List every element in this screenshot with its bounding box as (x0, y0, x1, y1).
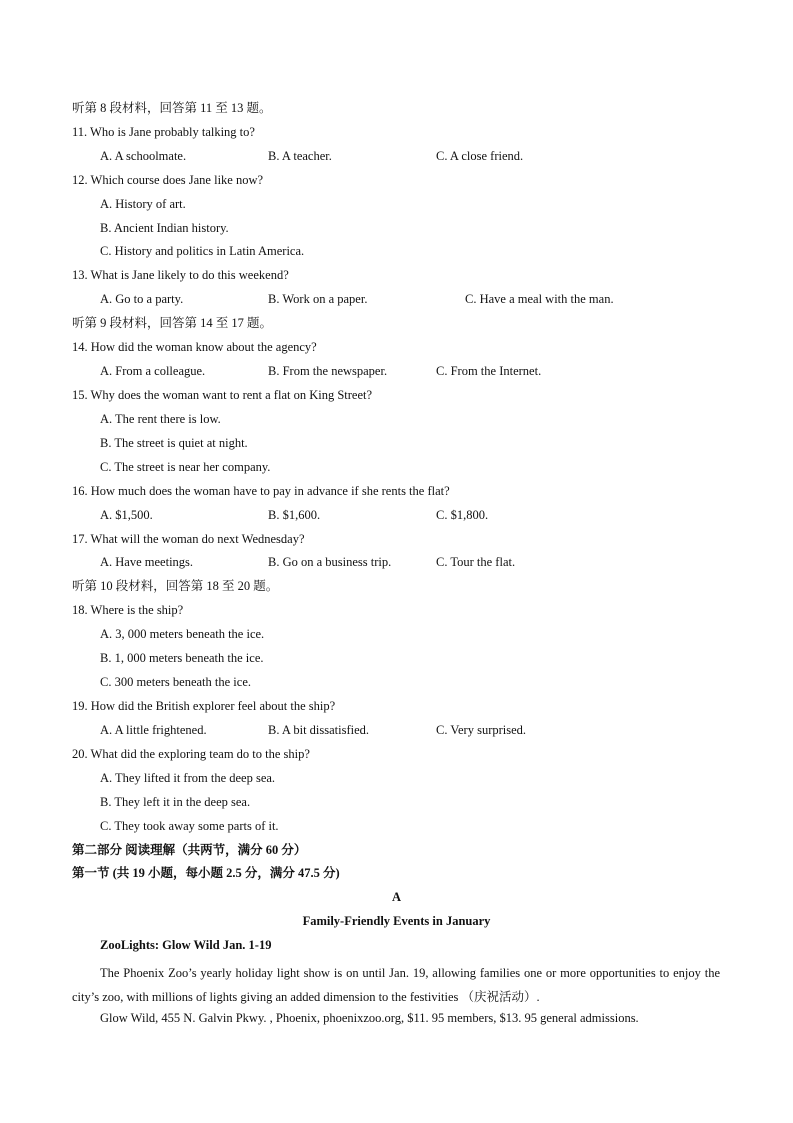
q13-option-b: B. Work on a paper. (268, 292, 368, 306)
passage-letter: A (391, 890, 402, 904)
event-title: ZooLights: Glow Wild Jan. 1-19 (100, 938, 272, 952)
section9-heading: 听第 9 段材料，回答第 14 至 17 题。 (72, 316, 273, 330)
q20-option-a: A. They lifted it from the deep sea. (100, 771, 276, 785)
event-description: The Phoenix Zoo’s yearly holiday light show is on until Jan. 19, allowing families one or more opportunities to enjoy the city’s zoo, with millions of lights giving an added dimension to the festivities （庆祝活动）. (72, 966, 720, 1004)
question-12: 12. Which course does Jane like now? (72, 173, 264, 187)
q11-option-a: A. A schoolmate. (100, 149, 187, 163)
q12-option-c: C. History and politics in Latin America. (100, 244, 305, 258)
q18-option-b: B. 1, 000 meters beneath the ice. (100, 651, 264, 665)
q11-option-b: B. A teacher. (268, 149, 332, 163)
q12-option-a: A. History of art. (100, 197, 186, 211)
q16-option-b: B. $1,600. (268, 508, 321, 522)
section8-heading: 听第 8 段材料，回答第 11 至 13 题。 (72, 101, 272, 115)
q20-option-b: B. They left it in the deep sea. (100, 795, 251, 809)
question-17: 17. What will the woman do next Wednesday? (72, 532, 305, 546)
q17-option-a: A. Have meetings. (100, 555, 194, 569)
q16-option-c: C. $1,800. (436, 508, 489, 522)
part2-title: 第二部分 阅读理解（共两节，满分 60 分） (72, 843, 307, 857)
question-20: 20. What did the exploring team do to the ship? (72, 747, 310, 761)
q17-option-b: B. Go on a business trip. (268, 555, 392, 569)
q15-option-c: C. The street is near her company. (100, 460, 271, 474)
q13-option-a: A. Go to a party. (100, 292, 184, 306)
q12-option-b: B. Ancient Indian history. (100, 221, 229, 235)
q20-option-c: C. They took away some parts of it. (100, 819, 279, 833)
q19-option-a: A. A little frightened. (100, 723, 207, 737)
q18-option-c: C. 300 meters beneath the ice. (100, 675, 251, 689)
section10-heading: 听第 10 段材料，回答第 18 至 20 题。 (72, 579, 279, 593)
q19-option-c: C. Very surprised. (436, 723, 527, 737)
question-15: 15. Why does the woman want to rent a flat on King Street? (72, 388, 373, 402)
question-13: 13. What is Jane likely to do this weekend? (72, 268, 289, 282)
question-14: 14. How did the woman know about the agency? (72, 340, 317, 354)
question-11: 11. Who is Jane probably talking to? (72, 125, 255, 139)
event-info: Glow Wild, 455 N. Galvin Pkwy. , Phoenix, phoenixzoo.org, $11. 95 members, $13. 95 general admissions. (100, 1011, 639, 1025)
q15-option-a: A. The rent there is low. (100, 412, 221, 426)
q15-option-b: B. The street is quiet at night. (100, 436, 248, 450)
q14-option-b: B. From the newspaper. (268, 364, 388, 378)
q16-option-a: A. $1,500. (100, 508, 153, 522)
question-18: 18. Where is the ship? (72, 603, 184, 617)
q19-option-b: B. A bit dissatisfied. (268, 723, 370, 737)
question-16: 16. How much does the woman have to pay in advance if she rents the flat? (72, 484, 450, 498)
q17-option-c: C. Tour the flat. (436, 555, 516, 569)
q18-option-a: A. 3, 000 meters beneath the ice. (100, 627, 265, 641)
passage-title: Family-Friendly Events in January (302, 914, 491, 928)
q14-option-a: A. From a colleague. (100, 364, 206, 378)
q11-option-c: C. A close friend. (436, 149, 524, 163)
question-19: 19. How did the British explorer feel about the ship? (72, 699, 336, 713)
q14-option-c: C. From the Internet. (436, 364, 542, 378)
q13-option-c: C. Have a meal with the man. (465, 292, 614, 306)
part2-section1: 第一节 (共 19 小题，每小题 2.5 分，满分 47.5 分) (72, 866, 340, 880)
